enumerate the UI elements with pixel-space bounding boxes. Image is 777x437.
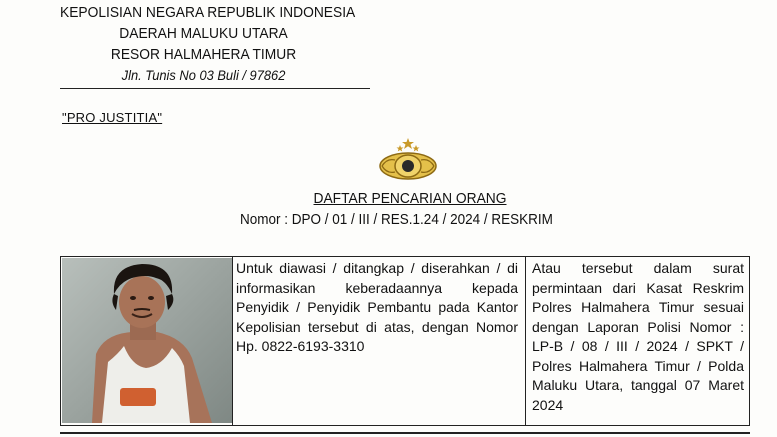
letterhead-address: Jln. Tunis No 03 Buli / 97862 <box>121 67 286 83</box>
letterhead-institution: KEPOLISIAN NEGARA REPUBLIK INDONESIA <box>60 4 356 21</box>
document-number: Nomor : DPO / 01 / III / RES.1.24 / 2024 / RESKRIM <box>240 211 553 228</box>
bottom-divider <box>60 432 750 434</box>
wanted-person-photo <box>62 258 232 423</box>
police-emblem-icon <box>373 136 443 184</box>
letterhead <box>60 2 356 86</box>
document-title: DAFTAR PENCARIAN ORANG <box>313 190 507 207</box>
notice-reference-text: Atau tersebut dalam surat permintaan dari Kasat Reskrim Polres Halmahera Timur sesuai dengan Laporan Polisi Nomor : LP-B / 08 / III / 2024 / SPKT / Polres Halmahera Timur / Polda Maluku Utara, tanggal 07 Maret 2024 <box>532 260 744 413</box>
table-column-divider <box>232 256 233 426</box>
table-column-divider <box>525 256 526 426</box>
letterhead-resort: RESOR HALMAHERA TIMUR <box>110 46 297 63</box>
pro-justitia-label: "PRO JUSTITIA" <box>62 110 163 125</box>
letterhead-region: DAERAH MALUKU UTARA <box>119 25 288 42</box>
letterhead-divider <box>60 88 370 89</box>
notice-instruction-text: Untuk diawasi / ditangkap / diserahkan / di informasikan keberadaannya kepada Penyidik / Penyidik Pembantu pada Kantor Kepolisian tersebut di atas, dengan Nomor Hp. 0822-6193-3310 <box>236 260 518 354</box>
